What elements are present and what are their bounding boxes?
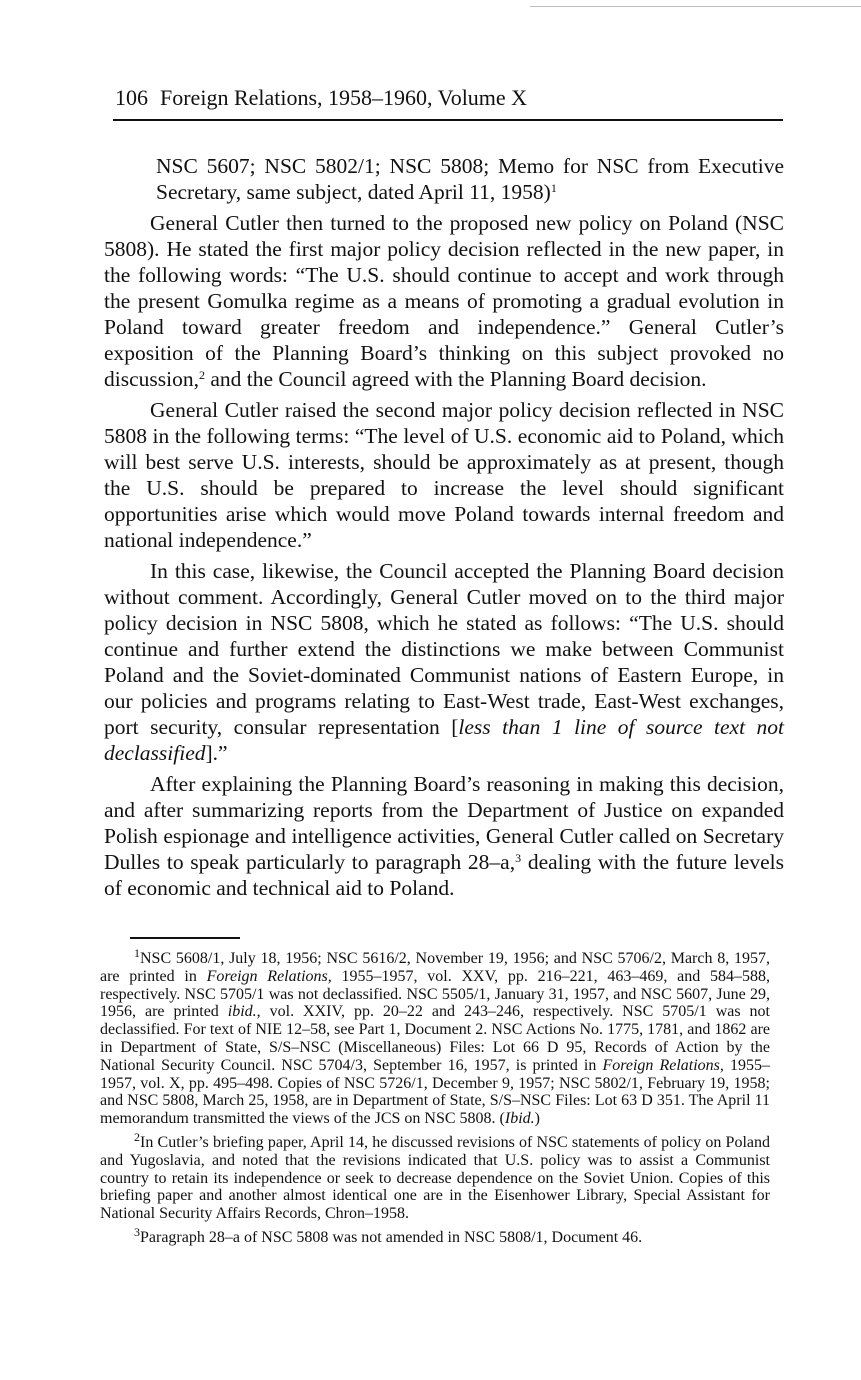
footnote-ref: 3 [515, 851, 522, 865]
continued-paragraph [104, 153, 784, 205]
text-run: After explaining the Planning Board’s reasoning in making this decision, and after summarizing reports from the Department of Justice on expanded Polish espionage and intelligence activities, General Cutler called on Secretary Dulles to speak particularly to paragraph 28–a, [104, 772, 784, 874]
text-run: NSC 5608/1, July 18, 1956; NSC 5616/2, November 19, 1956; and NSC 5706/2, March 8, 1957, are printed in [100, 950, 770, 985]
text-run: NSC 5607; NSC 5802/1; NSC 5808; Memo for NSC from Executive Secretary, same subject, dated April 11, 1958) [156, 154, 784, 204]
footnote-number: 3 [134, 1224, 140, 1239]
footnote-ref: 1 [550, 181, 557, 195]
footnote-1 [100, 946, 771, 1128]
scan-edge-line [530, 6, 861, 7]
text-run: and the Council agreed with the Planning Board decision. [204, 367, 707, 391]
text-run: , vol. XXIV, pp. 20–22 and 243–246, respectively. NSC 5705/1 was not declassified. For text of NIE 12–58, see Part 1, Document 2. NSC Actions No. 1775, 1781, and 1862 are in Department of State, S/S–NSC (Miscellaneous) Files: Lot 66 D 95, Records of Action by the National Security Council. NSC 5704/3, September 16, 1957, is printed in [100, 1003, 770, 1074]
text-run: In Cutler’s briefing paper, April 14, he discussed revisions of NSC statements of policy on Poland and Yugoslavia, and noted that the revisions indicated that U.S. policy was to assist a Communist country to retain its independence or seek to decrease dependence on the Soviet Union. Copies of this briefing paper and another almost identical one are in the Eisenhower Library, Special Assistant for National Security Affairs Records, Chron–1958. [100, 1133, 770, 1223]
footnotes [100, 946, 771, 1253]
italic-ibid: ibid. [227, 1003, 257, 1021]
italic-title: Foreign Relations, [602, 1056, 724, 1074]
italic-ibid: Ibid. [504, 1110, 535, 1128]
page-number: 106 [115, 85, 148, 110]
footnote-ref: 2 [198, 368, 205, 382]
main-text [104, 153, 784, 906]
paragraph-economic-aid: General Cutler raised the second major policy decision reflected in NSC 5808 in the following terms: “The level of U.S. economic aid to Poland, which will best serve U.S. interests, should be approximately as at present, though the U.S. should be prepared to increase the level should significant opportunities arise which would move Poland towards internal freedom and national independence.” [104, 398, 784, 552]
italic-title: Foreign Relations, [206, 967, 332, 985]
running-header [115, 84, 783, 112]
footnote-number: 2 [134, 1129, 140, 1144]
header-rule [113, 119, 783, 121]
redaction-note: less than 1 line of source text not declassified [104, 715, 784, 765]
paragraph-distinctions [104, 558, 784, 766]
text-run: 1955–1957, vol. X, pp. 495–498. Copies of NSC 5726/1, December 9, 1957; NSC 5802/1, February 19, 1958; and NSC 5808, March 25, 1958, are in Department of State, S/S–NSC Files: Lot 63 D 351. The April 11 memorandum transmitted the views of the JCS on NSC 5808. ( [100, 1056, 771, 1128]
running-title: Foreign Relations, 1958–1960, Volume X [160, 85, 528, 110]
paragraph-gomulka [104, 210, 784, 392]
footnote-rule [130, 937, 240, 939]
text-run: ].” [205, 741, 228, 765]
text-run: Paragraph 28–a of NSC 5808 was not amended in NSC 5808/1, Document 46. [140, 1228, 643, 1246]
footnote-2 [100, 1129, 770, 1223]
text-run: In this case, likewise, the Council accepted the Planning Board decision without comment. Accordingly, General Cutler moved on to the third major policy decision in NSC 5808, which he stated as follows: “The U.S. should continue and further extend the distinctions we make between Communist Poland and the Soviet-dominated Communist nations of Eastern Europe, in our policies and programs relating to East-West trade, East-West exchanges, port security, consular representation [ [104, 559, 784, 739]
text-run: dealing with the future levels of economic and technical aid to Poland. [104, 850, 784, 900]
text-run: General Cutler then turned to the proposed new policy on Poland (NSC 5808). He stated the first major policy decision reflected in the new paper, in the following words: “The U.S. should continue to accept and work through the present Gomulka regime as a means of promoting a gradual evolution in Poland toward greater freedom and independence.” General Cutler’s exposition of the Planning Board’s thinking on this subject provoked no discussion, [104, 211, 784, 391]
text-run: 1955–1957, vol. XXV, pp. 216–221, 463–469, and 584–588, respectively. NSC 5705/1 was not declassified. NSC 5505/1, January 31, 1957, and NSC 5607, June 29, 1956, are printed [100, 967, 771, 1021]
paragraph-dulles [104, 771, 784, 901]
footnote-3 [100, 1224, 770, 1247]
footnote-number: 1 [134, 946, 140, 960]
text-run: ) [534, 1110, 540, 1128]
